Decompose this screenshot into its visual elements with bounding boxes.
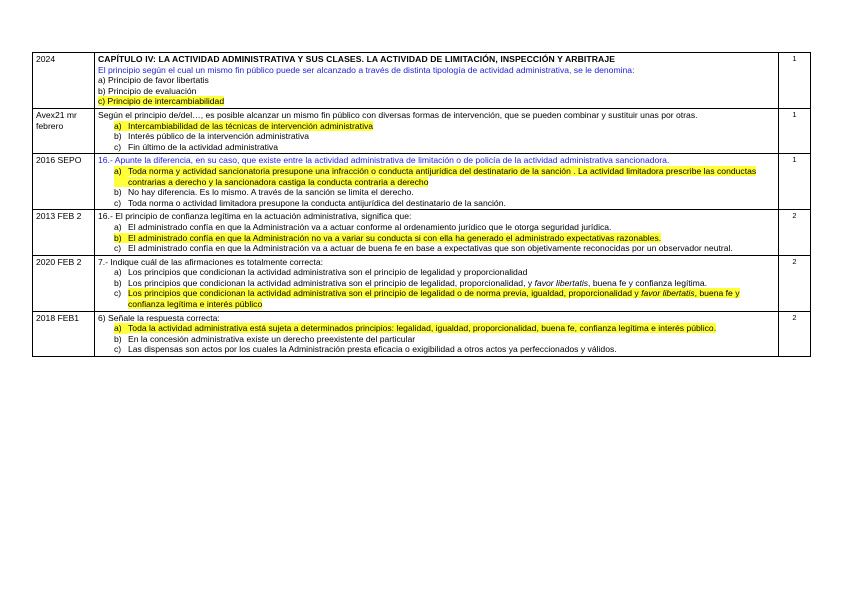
options-list bbox=[98, 267, 775, 309]
question-cell bbox=[95, 210, 779, 255]
options-list bbox=[98, 323, 775, 355]
option-a: a) Toda norma y actividad sancionatoria presupone una infracción o conducta antijurídica del destinatario de la sanción . La actividad limitadora prescribe las conductas contrarias a derecho y la sancionadora castiga la conducta contraria a derecho bbox=[114, 165, 757, 187]
option-b: b) Principio de evaluación bbox=[98, 85, 197, 96]
points-cell: 2 bbox=[779, 210, 811, 255]
points-cell: 1 bbox=[779, 154, 811, 210]
question-text: 7.- Indique cuál de las afirmaciones es totalmente correcta: bbox=[98, 256, 323, 267]
question-cell bbox=[95, 255, 779, 311]
option-a: a) Intercambiabilidad de las técnicas de intervención administrativa bbox=[114, 120, 374, 131]
option-a: a) El administrado confía en que la Administración va a actuar conforme al ordenamiento jurídico que le otorga seguridad jurídica. bbox=[114, 221, 612, 232]
option-b: b) En la concesión administrativa existe un derecho preexistente del particular bbox=[114, 333, 416, 344]
question-text: 16.- El principio de confianza legítima en la actuación administrativa, significa que: bbox=[98, 211, 412, 222]
year-cell: Avex21 mr febrero bbox=[33, 108, 95, 153]
option-c: c) El administrado confía en que la Administración va a actuar de buena fe en base a expectativas que son objetivamente reconocidas por un observador neutral. bbox=[114, 243, 733, 254]
question-text: 16.- Apunte la diferencia, en su caso, que existe entre la actividad administrativa de limitación o de policía de la actividad administrativa sancionadora. bbox=[98, 155, 670, 166]
table-row bbox=[33, 255, 811, 311]
points-cell: 1 bbox=[779, 108, 811, 153]
option-b: b) Los principios que condicionan la actividad administrativa son el principio de legalidad, proporcionalidad, y favor libertatis, buena fe y confianza legítima. bbox=[114, 277, 707, 288]
table-row bbox=[33, 311, 811, 356]
questions-table bbox=[32, 52, 811, 357]
chapter-title: CAPÍTULO IV: LA ACTIVIDAD ADMINISTRATIVA Y SUS CLASES. LA ACTIVIDAD DE LIMITACIÓN, INSPECCIÓN Y ARBITRAJE bbox=[98, 54, 616, 64]
options-list bbox=[98, 222, 775, 254]
year-cell: 2024 bbox=[33, 53, 95, 109]
option-c: c) Toda norma o actividad limitadora presupone la conducta antijurídica del destinatario de la sanción. bbox=[114, 197, 506, 208]
question-text: Según el principio de/del…, es posible alcanzar un mismo fin público con diversas formas de intervención, que se pueden combinar y sustituir unas por otras. bbox=[98, 109, 698, 120]
option-b: b) El administrado confía en que la Administración no va a variar su conducta si con ella ha generado el administrado expectativas razonables. bbox=[114, 232, 662, 243]
question-text: 6) Señale la respuesta correcta: bbox=[98, 312, 220, 323]
option-c-highlighted: c) Principio de intercambiabilidad bbox=[98, 96, 225, 107]
option-b: b) Interés público de la intervención administrativa bbox=[114, 131, 310, 142]
option-c: c) Los principios que condicionan la actividad administrativa son el principio de legalidad o de norma previa, igualdad, proporcionalidad y favor libertatis, buena fe y confianza legítima e interés público bbox=[114, 288, 740, 310]
question-cell bbox=[95, 311, 779, 356]
option-a: a) Toda la actividad administrativa está sujeta a determinados principios: legalidad, igualdad, proporcionalidad, buena fe, confianza legítima e interés público. bbox=[114, 323, 717, 334]
points-cell: 2 bbox=[779, 311, 811, 356]
question-cell bbox=[95, 108, 779, 153]
options-list bbox=[98, 75, 775, 107]
option-a: a) Los principios que condicionan la actividad administrativa son el principio de legalidad y proporcionalidad bbox=[114, 267, 528, 278]
question-cell bbox=[95, 53, 779, 109]
table-row bbox=[33, 108, 811, 153]
year-cell: 2018 FEB1 bbox=[33, 311, 95, 356]
points-cell: 2 bbox=[779, 255, 811, 311]
year-cell: 2013 FEB 2 bbox=[33, 210, 95, 255]
option-c: c) Las dispensas son actos por los cuales la Administración presta eficacia o exigibilidad a otros actos ya perfeccionados y válidos. bbox=[114, 344, 617, 355]
year-cell: 2020 FEB 2 bbox=[33, 255, 95, 311]
options-list bbox=[98, 166, 775, 208]
points-cell: 1 bbox=[779, 53, 811, 109]
table-row bbox=[33, 53, 811, 109]
question-text: El principio según el cual un mismo fin público puede ser alcanzado a través de distinta tipología de actividad administrativa, se le denomina: bbox=[98, 64, 635, 75]
year-cell: 2016 SEPO bbox=[33, 154, 95, 210]
option-b: b) No hay diferencia. Es lo mismo. A través de la sanción se limita el derecho. bbox=[114, 187, 414, 198]
options-list bbox=[98, 121, 775, 153]
option-c: c) Fin último de la actividad administrativa bbox=[114, 141, 278, 152]
table-row bbox=[33, 154, 811, 210]
option-a: a) Principio de favor libertatis bbox=[98, 75, 209, 86]
question-cell bbox=[95, 154, 779, 210]
table-row bbox=[33, 210, 811, 255]
